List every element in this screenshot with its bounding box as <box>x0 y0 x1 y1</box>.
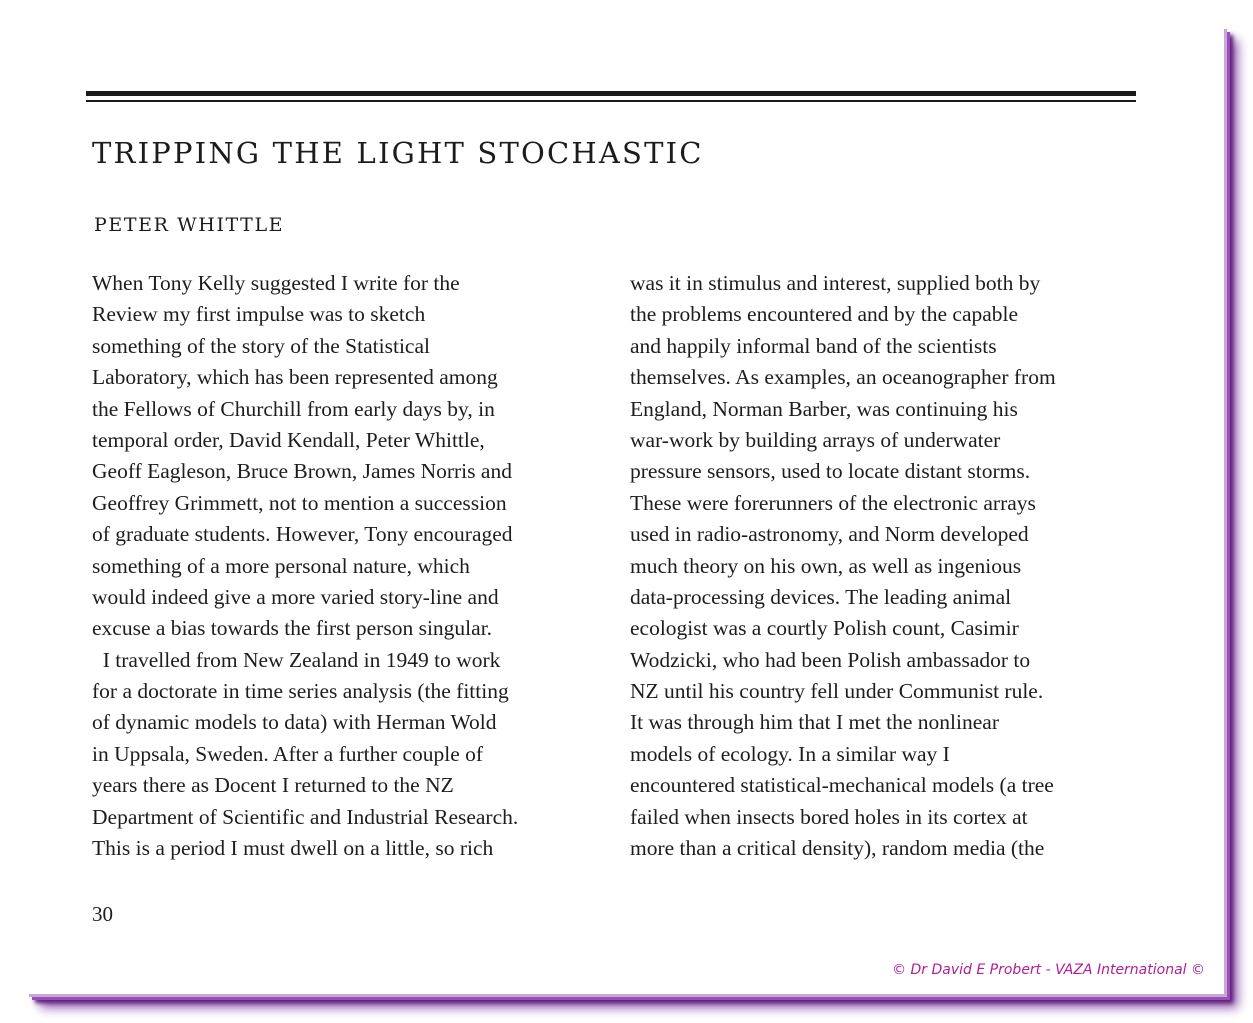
text-line: England, Norman Barber, was continuing his <box>630 396 1018 421</box>
text-line: years there as Docent I returned to the NZ <box>92 773 454 798</box>
text-line: would indeed give a more varied story-line and <box>92 584 499 609</box>
text-line: I travelled from New Zealand in 1949 to work <box>92 647 501 672</box>
text-line: Department of Scientific and Industrial Research. <box>92 804 519 829</box>
text-line: temporal order, David Kendall, Peter Whittle, <box>92 427 485 452</box>
text-line: used in radio-astronomy, and Norm developed <box>630 522 1029 547</box>
text-line: ecologist was a courtly Polish count, Casimir <box>630 616 1019 641</box>
right-text-column <box>630 268 1150 864</box>
show-through-left <box>60 38 540 69</box>
header-rule-thin <box>86 100 1136 102</box>
text-line: When Tony Kelly suggested I write for the <box>92 271 460 295</box>
text-line: something of a more personal nature, which <box>92 553 470 578</box>
text-line: of dynamic models to data) with Herman Wold <box>92 710 497 735</box>
text-line: NZ until his country fell under Communist rule. <box>630 679 1044 704</box>
text-line: war-work by building arrays of underwater <box>630 427 1001 452</box>
left-text-column <box>92 268 612 864</box>
text-line: Geoff Eagleson, Bruce Brown, James Norris and <box>92 459 512 484</box>
text-line: This is a period I must dwell on a little, so rich <box>92 836 494 861</box>
text-line: encountered statistical-mechanical models (a tree <box>630 773 1054 798</box>
text-line: for a doctorate in time series analysis (the fitting <box>92 679 509 704</box>
text-line: It was through him that I met the nonlinear <box>630 710 999 735</box>
text-line: more than a critical density), random media (the <box>630 836 1045 861</box>
book-page <box>26 26 1224 994</box>
text-line: excuse a bias towards the first person singular. <box>92 616 493 641</box>
text-line: themselves. As examples, an oceanographer from <box>630 365 1056 390</box>
text-line: something of the story of the Statistical <box>92 333 430 358</box>
text-line: much theory on his own, as well as ingenious <box>630 553 1022 578</box>
header-rule-thick <box>86 91 1136 96</box>
text-line: Wodzicki, who had been Polish ambassador to <box>630 647 1031 672</box>
text-line: Geoffrey Grimmett, not to mention a succession <box>92 490 507 515</box>
text-line: the problems encountered and by the capable <box>630 302 1019 327</box>
text-line: data-processing devices. The leading animal <box>630 584 1012 609</box>
text-line: Laboratory, which has been represented among <box>92 365 498 390</box>
text-line: of graduate students. However, Tony encouraged <box>92 522 513 547</box>
text-line: and happily informal band of the scientists <box>630 333 997 358</box>
article-title: TRIPPING THE LIGHT STOCHASTIC <box>92 136 704 170</box>
text-line: models of ecology. In a similar way I <box>630 741 950 766</box>
text-line: pressure sensors, used to locate distant storms. <box>630 459 1031 484</box>
text-line: in Uppsala, Sweden. After a further couple of <box>92 741 484 766</box>
text-line: These were forerunners of the electronic arrays <box>630 490 1036 515</box>
copyright-watermark: © Dr David E Probert - VAZA International © <box>892 962 1205 978</box>
article-author: PETER WHITTLE <box>94 214 285 236</box>
page-number: 30 <box>92 902 113 926</box>
text-line: was it in stimulus and interest, supplied both by <box>630 271 1041 295</box>
text-line: the Fellows of Churchill from early days by, in <box>92 396 495 421</box>
text-line: Review my first impulse was to sketch <box>92 302 426 327</box>
text-line: failed when insects bored holes in its cortex at <box>630 804 1028 829</box>
